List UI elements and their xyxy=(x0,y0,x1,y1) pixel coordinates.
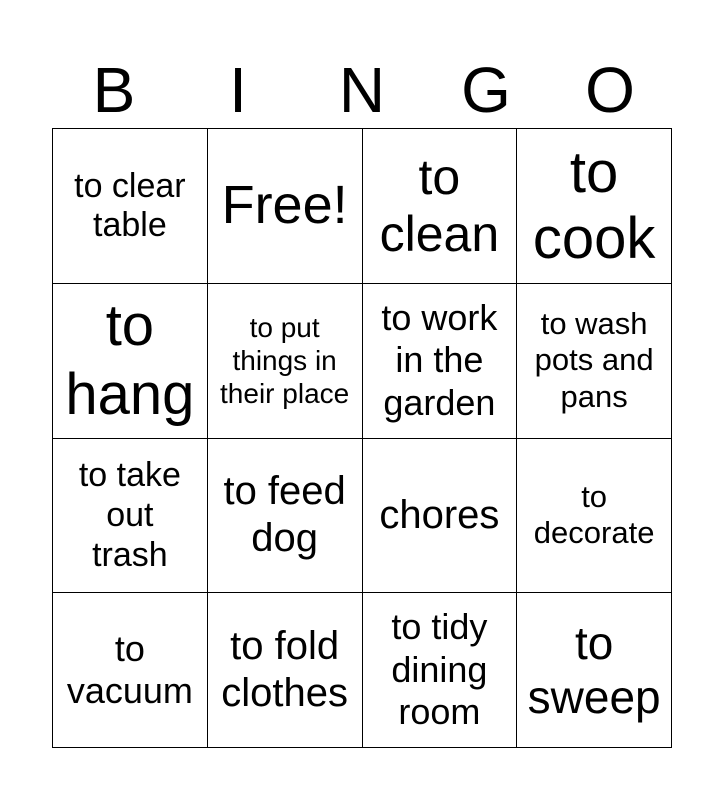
bingo-cell[interactable] xyxy=(53,284,208,439)
cell-line: their place xyxy=(220,378,350,410)
cell-line: to xyxy=(569,140,619,206)
cell-line: to xyxy=(105,293,155,359)
bingo-cell[interactable] xyxy=(53,129,208,284)
bingo-cell[interactable] xyxy=(363,593,518,748)
free-space-cell[interactable] xyxy=(208,129,363,284)
cell-line: vacuum xyxy=(66,670,193,712)
cell-line: dog xyxy=(251,516,318,561)
cell-line: hang xyxy=(65,361,195,427)
cell-line: to xyxy=(418,149,461,206)
bingo-cell[interactable] xyxy=(517,439,672,594)
cell-line: pots and xyxy=(534,342,654,378)
cell-line: to work xyxy=(381,296,498,338)
cell-line: pans xyxy=(560,378,628,414)
cell-line: clean xyxy=(379,205,500,262)
cell-line: decorate xyxy=(533,515,655,551)
cell-line: sweep xyxy=(527,671,661,724)
bingo-cell[interactable] xyxy=(517,593,672,748)
cell-line: table xyxy=(93,205,167,244)
bingo-header xyxy=(52,52,672,128)
cell-line: to xyxy=(574,616,614,669)
cell-line: clothes xyxy=(221,671,348,716)
header-letter-i: I xyxy=(229,54,247,126)
bingo-cell[interactable] xyxy=(208,593,363,748)
cell-line: to feed xyxy=(223,469,346,514)
bingo-cell[interactable] xyxy=(53,593,208,748)
header-letter-n: N xyxy=(338,54,386,126)
bingo-cell[interactable] xyxy=(517,284,672,439)
cell-line: garden xyxy=(383,381,496,423)
bingo-board xyxy=(52,128,672,748)
cell-line: to wash xyxy=(540,305,648,341)
bingo-cell[interactable] xyxy=(53,439,208,594)
cell-line: to clear xyxy=(74,167,186,206)
header-letter-b: B xyxy=(92,54,136,126)
bingo-cell[interactable] xyxy=(208,439,363,594)
cell-line: room xyxy=(398,691,481,733)
cell-line: chores xyxy=(379,492,500,537)
cell-line: out xyxy=(106,496,154,535)
cell-line: to fold xyxy=(230,623,340,668)
bingo-cell[interactable] xyxy=(208,284,363,439)
header-letter-g: G xyxy=(461,54,511,126)
bingo-cell[interactable] xyxy=(363,129,518,284)
cell-line: cook xyxy=(532,205,656,271)
bingo-cell[interactable] xyxy=(363,284,518,439)
cell-line: to xyxy=(581,478,608,514)
cell-line: trash xyxy=(92,536,168,575)
header-letter-o: O xyxy=(585,54,635,126)
cell-line: to xyxy=(114,627,145,669)
cell-line: to take xyxy=(78,456,181,495)
cell-line: in the xyxy=(395,339,484,381)
cell-line: dining xyxy=(391,648,488,690)
bingo-cell[interactable] xyxy=(517,129,672,284)
cell-line: things in xyxy=(232,345,337,377)
cell-line: to put xyxy=(249,312,320,344)
cell-line: to tidy xyxy=(391,606,488,648)
bingo-cell[interactable] xyxy=(363,439,518,594)
cell-line: Free! xyxy=(221,175,348,236)
